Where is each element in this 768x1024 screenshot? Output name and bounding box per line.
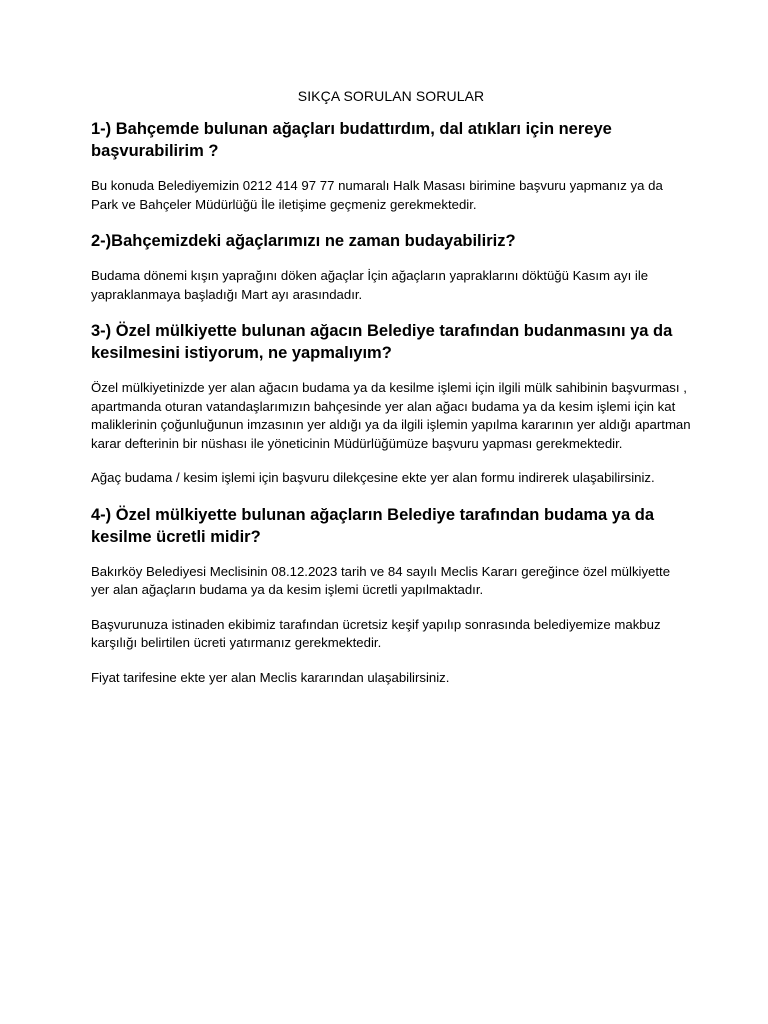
document-page: [91, 86, 691, 703]
faq-item-2: [91, 230, 691, 304]
faq-answer: Bu konuda Belediyemizin 0212 414 97 77 numaralı Halk Masası birimine başvuru yapmanız ya da Park ve Bahçeler Müdürlüğü İle iletişime geçmeniz gerekmektedir.: [91, 178, 663, 212]
faq-answer: Bakırköy Belediyesi Meclisinin 08.12.2023 tarih ve 84 sayılı Meclis Kararı gereğince özel mülkiyette yer alan ağaçların budama ya da kesim işlemi ücretli yapılmaktadır.: [91, 563, 671, 597]
faq-answer: Fiyat tarifesine ekte yer alan Meclis kararından ulaşabilirsiniz.: [91, 669, 450, 685]
faq-item-3: [91, 320, 691, 488]
faq-item-1: [91, 118, 691, 214]
faq-answer: Özel mülkiyetinizde yer alan ağacın budama ya da kesilme işlemi için ilgili mülk sahibinin başvurması , apartmanda oturan vatandaşlarımızın bahçesinde yer alan ağacı budama ya da kesim işlemi için kat maliklerinin çoğunluğunun imzasının yer aldığı ya da ilgili işlemin yapılma kararının yer aldığı apartman karar defterinin bir nüshası ile yöneticinin Müdürlüğümüze başvuru yapması gerekmektedir.: [91, 380, 691, 451]
faq-answer: Ağaç budama / kesim işlemi için başvuru dilekçesine ekte yer alan formu indirerek ulaşabilirsiniz.: [91, 470, 655, 485]
faq-question: 2-)Bahçemizdeki ağaçlarımızı ne zaman budayabiliriz?: [91, 232, 516, 250]
document-title: SIKÇA SORULAN SORULAR: [297, 88, 485, 104]
faq-question: 4-) Özel mülkiyette bulunan ağaçların Belediye tarafından budama ya da kesilme ücretli midir?: [91, 505, 654, 546]
faq-answer: Başvurunuza istinaden ekibimiz tarafından ücretsiz keşif yapılıp sonrasında belediyemize makbuz karşılığı belirtilen ücreti yatırmanız gerekmektedir.: [91, 616, 661, 650]
faq-question: 3-) Özel mülkiyette bulunan ağacın Belediye tarafından budanmasını ya da kesilmesini istiyorum, ne yapmalıyım?: [91, 322, 673, 362]
faq-question: 1-) Bahçemde bulunan ağaçları budattırdım, dal atıkları için nereye başvurabilirim ?: [91, 120, 612, 160]
faq-answer: Budama dönemi kışın yaprağını döken ağaçlar İçin ağaçların yapraklarını döktüğü Kasım ayı ile yapraklanmaya başladığı Mart ayı arasındadır.: [91, 268, 649, 302]
faq-item-4: [91, 504, 691, 688]
